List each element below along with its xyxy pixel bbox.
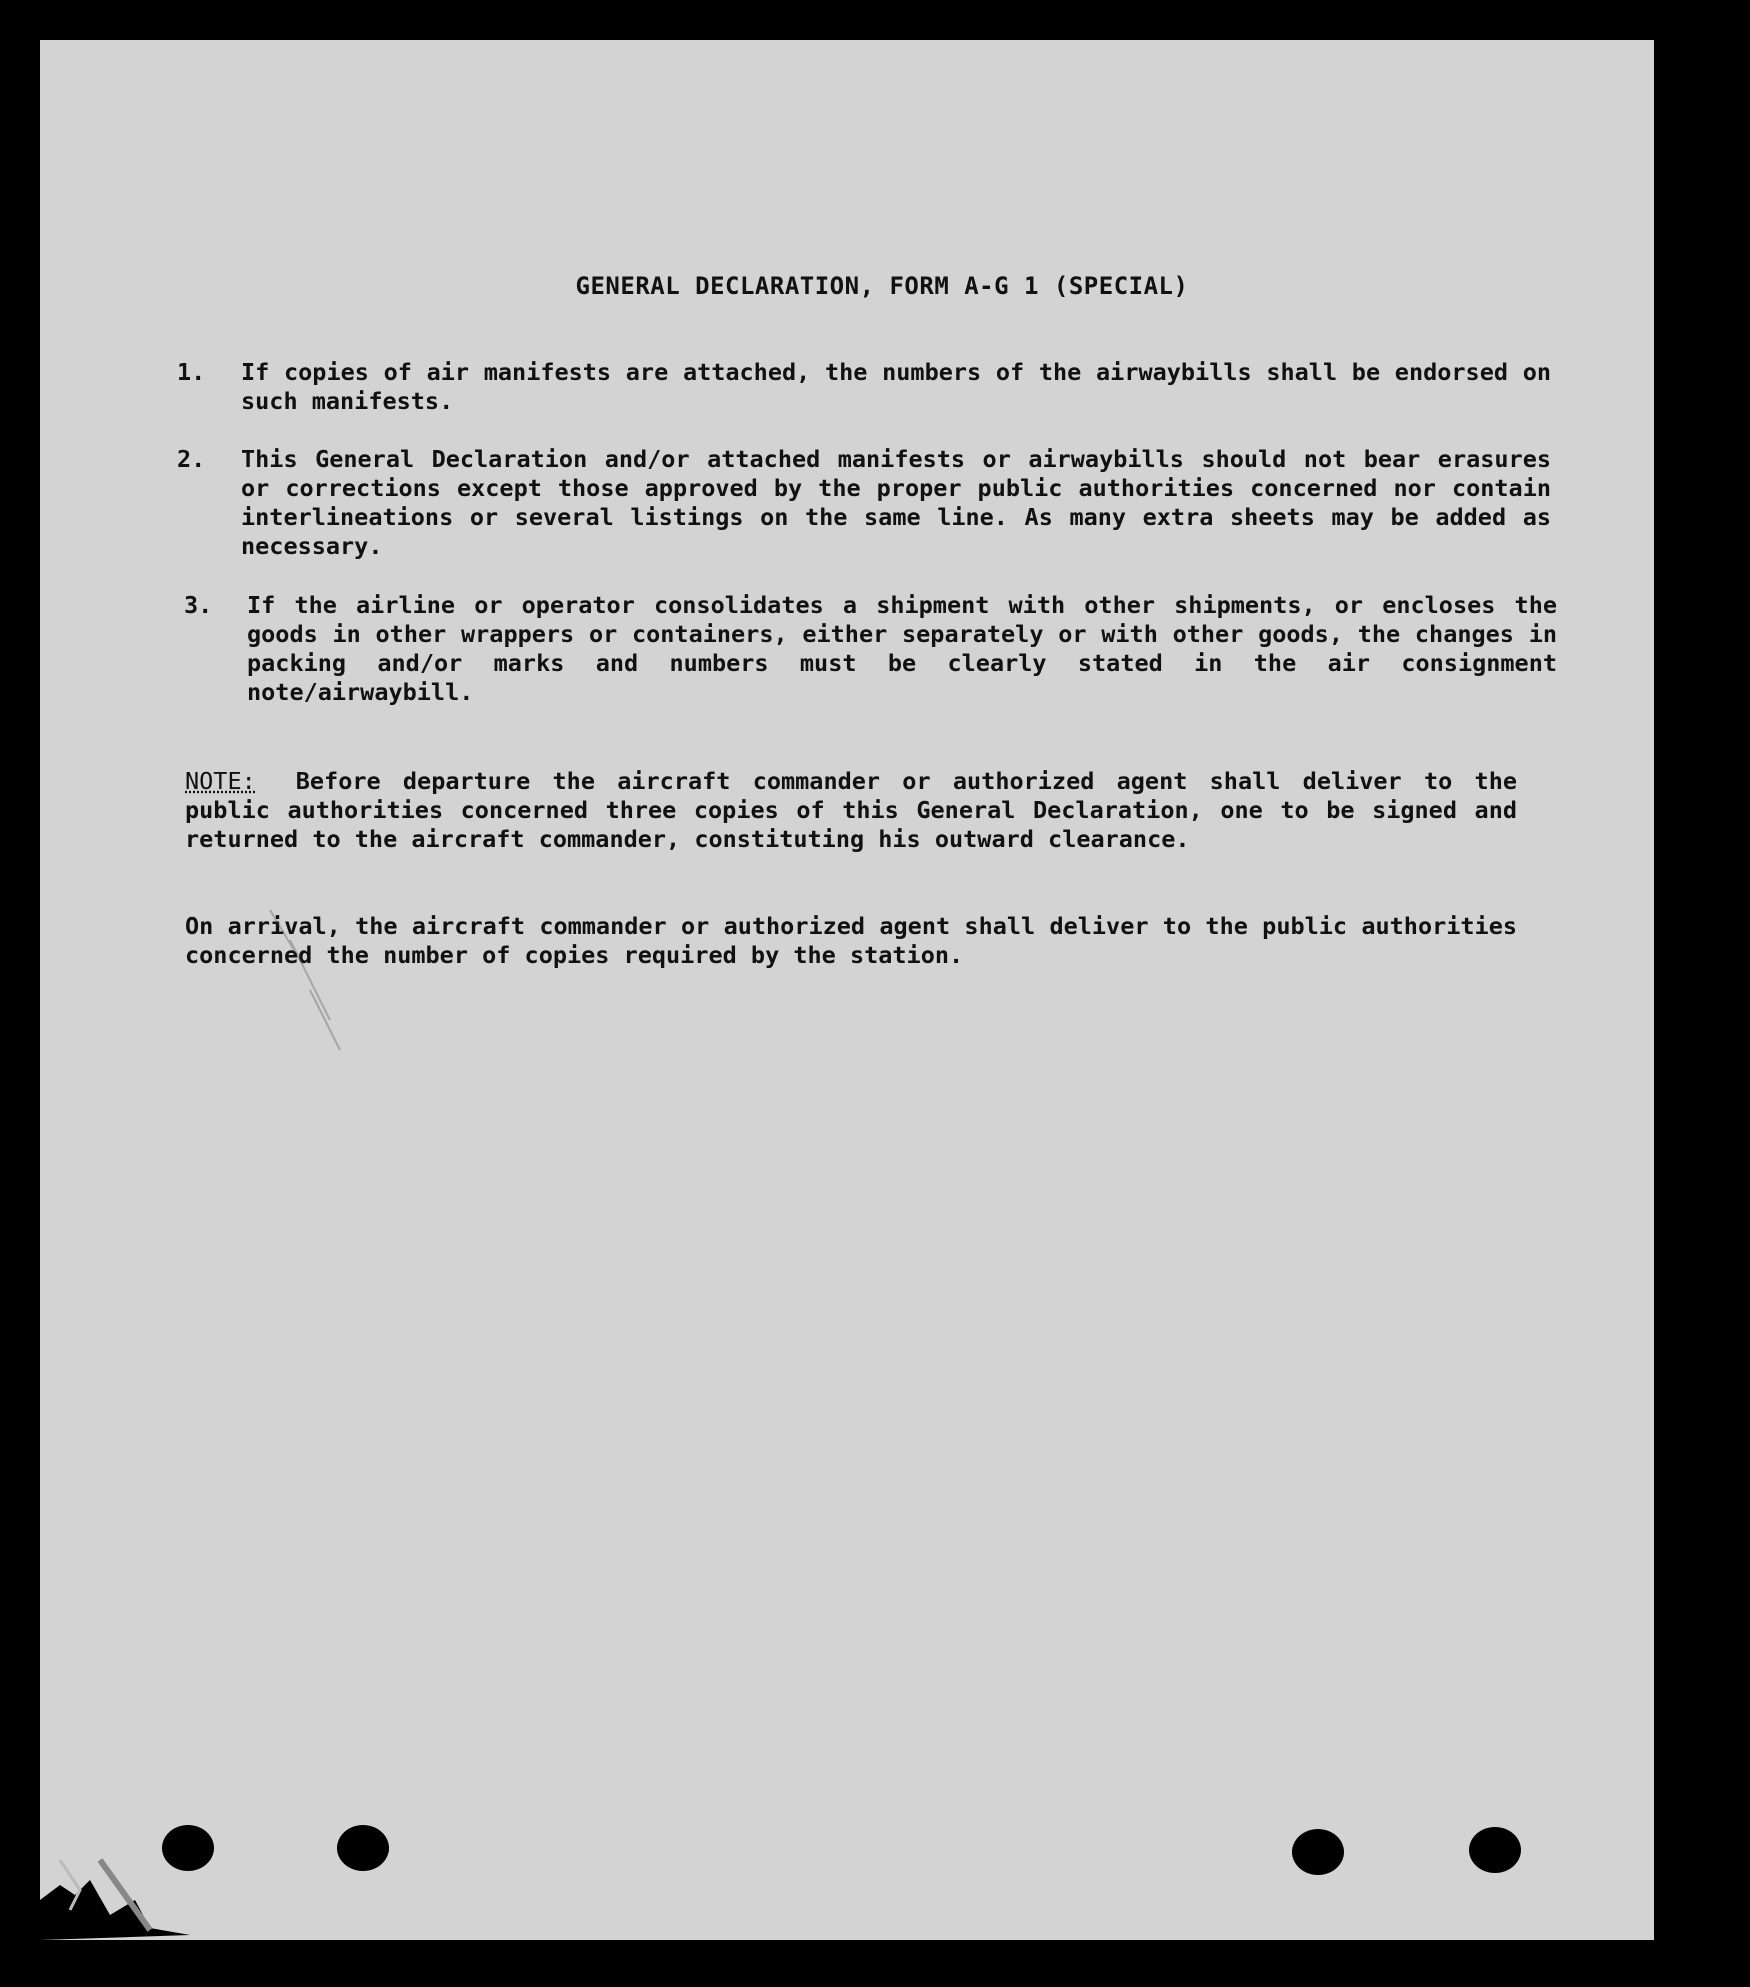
- document-page: [40, 40, 1654, 1940]
- faint-stamp-mark: [260, 900, 350, 1060]
- document-title: GENERAL DECLARATION, FORM A-G 1 (SPECIAL): [575, 272, 1189, 300]
- item-text: If the airline or operator consolidates a shipment with other shipments, or encloses the goods in other wrappers or containers, either separately or with other goods, the changes in packing and/or marks and numbers must be clearly stated in the air consignment note/airwaybill.: [247, 591, 1557, 706]
- note-text: Before departure the aircraft commander or authorized agent shall deliver to the public authorities concerned three copies of this General Declaration, one to be signed and returned to the aircraft commander, constituting his outward clearance.: [185, 767, 1517, 853]
- note-paragraph: [185, 767, 1517, 854]
- item-text: If copies of air manifests are attached, the numbers of the airwaybills shall be endorsed on such manifests.: [241, 358, 1551, 415]
- item-number: 2.: [177, 445, 206, 473]
- arrival-paragraph: On arrival, the aircraft commander or authorized agent shall deliver to the public authorities concerned the number of copies required by the station.: [185, 912, 1517, 969]
- punch-hole: [337, 1825, 389, 1871]
- item-text: This General Declaration and/or attached manifests or airwaybills should not bear erasures or corrections except those approved by the proper public authorities concerned nor contain interlineations or several listings on the same line. As many extra sheets may be added as necessary.: [241, 445, 1551, 560]
- punch-hole: [1469, 1827, 1521, 1873]
- item-number: 1.: [177, 358, 206, 386]
- torn-corner-mark: [40, 1840, 220, 1940]
- punch-hole: [1292, 1829, 1344, 1875]
- note-label: NOTE:: [185, 767, 256, 795]
- item-number: 3.: [184, 591, 213, 619]
